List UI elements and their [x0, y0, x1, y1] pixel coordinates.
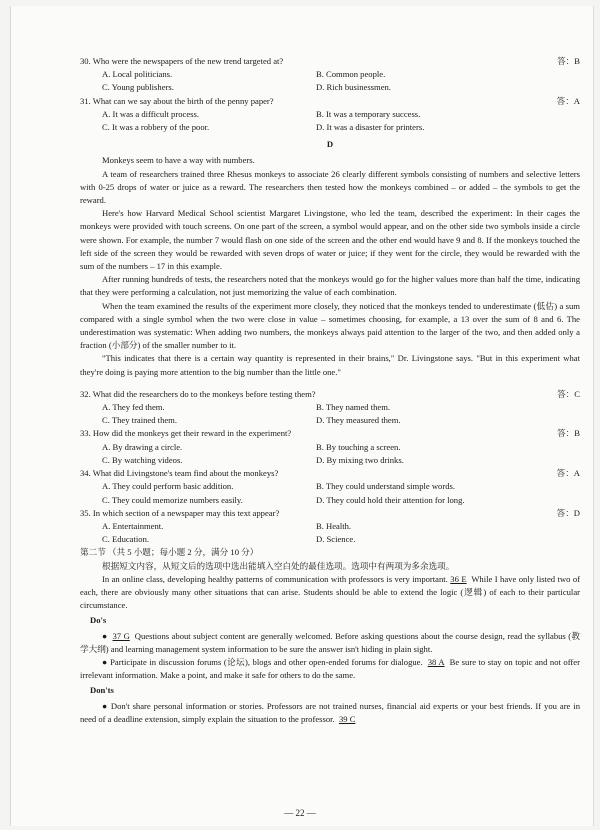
- option: D. It was a disaster for printers.: [316, 122, 425, 133]
- paragraph: Here's how Harvard Medical School scientist Margaret Livingstone, who led the team, described the experiment: In their cages the monkeys were provided with touch screens. On one part of the screen, a symbol would appear, and on the other side two symbols inside a circle were shown. For example, the number 7 would flash on one side of the screen and the other end would have 9 and 8. If the monkeys touched the left side of the screen they would be rewarded with seven drops of water or juice; if they went for the circle, they would be rewarded with the sum of the numbers – 17 in this example.: [80, 208, 580, 272]
- options-32: [80, 401, 580, 427]
- question-35: 35. In which section of a newspaper may this text appear? 答：D: [80, 507, 580, 520]
- answer-33: 答：B: [557, 428, 580, 439]
- paragraph: A team of researchers trained three Rhesus monkeys to associate 26 clearly different symbols consisting of numbers and selective letters with 0-25 drops of water or juice as a reward. The researchers then tested how the monkeys combined – or added – the symbols to get the reward.: [80, 168, 580, 206]
- paragraph: "This indicates that there is a certain way quantity is represented in their brains," Dr. Livingstone says. "But in this experiment what they're doing is paying more attention to the big number than the little one.": [80, 353, 580, 377]
- option: D. Science.: [316, 534, 356, 545]
- bullet-icon: ●: [102, 656, 108, 667]
- list-item: ● Don't share personal information or stories. Professors are not trained nurses, financial aid experts or your best friends. If you are in need of a deadline extension, simply explain the situation to the professor. 39 C: [80, 700, 580, 724]
- answer-31: 答：A: [556, 95, 580, 106]
- question-30: 30. Who were the newspapers of the new trend targeted at? 答：B: [80, 55, 580, 68]
- blank-38: 38 A: [427, 656, 445, 667]
- answer-30: 答：B: [557, 56, 580, 66]
- option: C. They trained them.: [102, 415, 178, 426]
- paragraph: When the team examined the results of the experiment more closely, they noticed that the monkeys tended to underestimate (低估) a sum compared with a single symbol when the two were close in value – sometimes choosing, for example, a 13 over the sum of 8 and 6. The underestimation was systematic: When adding two numbers, the monkeys always paid attention to the larger of the two, and then added only a fraction (小部分) of the smaller number to it.: [80, 300, 580, 351]
- blank-37: 37 G: [112, 630, 130, 641]
- option: B. It was a temporary success.: [316, 108, 421, 119]
- question-34: 34. What did Livingstone's team find about the monkeys? 答：A: [80, 467, 580, 480]
- page-number: — 22 —: [284, 808, 316, 818]
- option: B. They named them.: [316, 402, 391, 413]
- answer-32: 答：C: [557, 388, 580, 399]
- option: A. They fed them.: [102, 402, 165, 413]
- document-body: [80, 55, 580, 726]
- option: C. It was a robbery of the poor.: [102, 122, 210, 133]
- option: D. By mixing two drinks.: [316, 454, 404, 465]
- option: A. Entertainment.: [102, 520, 164, 531]
- paragraph: Monkeys seem to have a way with numbers.: [102, 155, 255, 166]
- option: B. By touching a screen.: [316, 441, 401, 452]
- bullet-icon: ●: [102, 630, 108, 641]
- options-33: [80, 441, 580, 467]
- section-title: 第二节 （共 5 小题；每小题 2 分，满分 10 分）: [80, 547, 259, 558]
- option: C. Education.: [102, 534, 150, 545]
- donts-heading: Don'ts: [90, 685, 114, 696]
- answer-35: 答：D: [556, 507, 580, 518]
- answer-34: 答：A: [556, 468, 580, 479]
- bullet-icon: ●: [102, 700, 108, 711]
- question-33: 33. How did the monkeys get their reward in the experiment? 答：B: [80, 427, 580, 440]
- option: C. By watching videos.: [102, 454, 183, 465]
- blank-39: 39 C: [338, 713, 356, 724]
- list-item: ● Participate in discussion forums (论坛), blogs and other open-ended forums for dialogue. 38 A Be sure to stay on topic and not offer irrelevant information. Make a point, and make it safe for others to do the same.: [80, 656, 580, 681]
- option: A. By drawing a circle.: [102, 441, 183, 452]
- paragraph: In an online class, developing healthy patterns of communication with professors is very important. 36 E While I have only listed two of each, there are obviously many other situations that can arise. Students should be able to extend the logic (逻辑) of each to their particular circumstance.: [80, 573, 580, 611]
- options-31: [80, 108, 580, 134]
- option: A. It was a difficult process.: [102, 108, 199, 119]
- section-instructions: 根据短文内容，从短文后的选项中选出能填入空白处的最佳选项。选项中有两项为多余选项。: [102, 560, 455, 571]
- option: A. They could perform basic addition.: [102, 481, 234, 492]
- list-item: ● 37 G Questions about subject content are generally welcomed. Before asking questions about the course design, read the syllabus (教学大纲) and learning management system information to be sure the answer isn't hiding in plain sight.: [80, 630, 581, 654]
- question-31: 31. What can we say about the birth of the penny paper? 答：A: [80, 95, 580, 108]
- option: D. Rich businessmen.: [316, 82, 391, 93]
- option: B. They could understand simple words.: [316, 481, 455, 492]
- option: D. They measured them.: [316, 415, 401, 426]
- options-35: [80, 520, 580, 546]
- question-32: 32. What did the researchers do to the monkeys before testing them? 答：C: [80, 388, 580, 401]
- option: D. They could hold their attention for long.: [316, 494, 465, 505]
- option: C. They could memorize numbers easily.: [102, 494, 243, 505]
- blank-36: 36 E: [450, 573, 467, 584]
- paragraph: After running hundreds of tests, the researchers noted that the monkeys would go for the higher values more than half the time, indicating that they were performing a calculation, not just memorizing the value of each combination.: [80, 274, 580, 298]
- option: B. Health.: [316, 520, 352, 531]
- options-30: [80, 68, 580, 94]
- option: C. Young publishers.: [102, 82, 174, 93]
- option: A. Local politicians.: [102, 69, 173, 80]
- option: B. Common people.: [316, 69, 386, 80]
- options-34: [80, 480, 580, 506]
- dos-heading: Do's: [90, 615, 107, 626]
- passage-label: D: [326, 139, 334, 150]
